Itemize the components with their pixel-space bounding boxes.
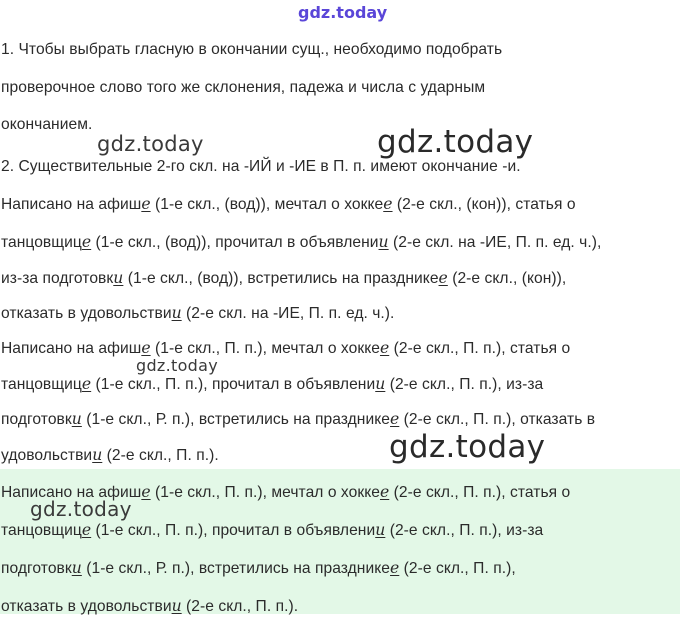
text-segment: (1-е скл., Р. п.), встретились на празднике	[81, 560, 391, 577]
word-ending: е	[141, 339, 151, 357]
text-segment: окончанием.	[1, 116, 93, 133]
word-ending: и	[378, 233, 389, 251]
text-line-7	[1, 268, 566, 289]
text-line-15	[1, 558, 516, 579]
text-segment: (2-е скл., П. п.), статья о	[389, 340, 571, 357]
word-ending: е	[81, 521, 92, 539]
text-segment: (1-е скл., П. п.), мечтал о хокке	[150, 484, 380, 501]
text-segment: (1-е скл., П. п.), прочитал в объявлени	[91, 522, 376, 539]
word-ending: и	[113, 269, 124, 287]
text-line-2	[1, 78, 485, 98]
text-segment: танцовщиц	[1, 376, 82, 393]
text-segment: (2-е скл., П. п.), отказать в	[399, 411, 596, 428]
text-segment: (2-е скл., П. п.), из-за	[385, 376, 544, 393]
text-segment: Написано на афиш	[1, 340, 142, 357]
text-segment: танцовщиц	[1, 522, 82, 539]
text-segment: (1-е скл., (вод)), мечтал о хокке	[150, 196, 384, 213]
watermark: gdz.today	[389, 429, 546, 465]
text-segment: (2-е скл., П. п.).	[181, 598, 299, 615]
word-ending: и	[375, 521, 386, 539]
word-ending: и	[171, 304, 182, 322]
text-segment: (1-е скл., П. п.), мечтал о хокке	[150, 340, 380, 357]
text-segment: (1-е скл., (вод)), прочитал в объявлени	[91, 234, 379, 251]
text-line-14	[1, 520, 543, 541]
text-segment: (1-е скл., (вод)), встретились на празднике	[123, 270, 439, 287]
text-segment: Написано на афиш	[1, 484, 142, 501]
text-segment: (1-е скл., П. п.), прочитал в объявлени	[91, 376, 376, 393]
text-segment: танцовщиц	[1, 234, 82, 251]
word-ending: и	[71, 559, 82, 577]
text-segment: (2-е скл., П. п.),	[399, 560, 516, 577]
text-segment: подготовк	[1, 560, 72, 577]
word-ending: е	[141, 483, 151, 501]
watermark-top: gdz.today	[298, 3, 388, 22]
watermark: gdz.today	[136, 356, 218, 375]
text-line-8	[1, 303, 394, 324]
text-segment: проверочное слово того же склонения, падежа и числа с ударным	[1, 79, 486, 96]
word-ending: е	[379, 483, 390, 501]
text-line-10	[1, 374, 543, 395]
text-segment: (2-е скл., П. п.), статья о	[389, 484, 571, 501]
text-line-6	[1, 232, 601, 253]
text-segment: отказать в удовольстви	[1, 305, 172, 322]
word-ending: е	[383, 195, 393, 213]
text-segment: (2-е скл., П. п.), из-за	[385, 522, 544, 539]
word-ending: е	[438, 269, 448, 287]
word-ending: е	[81, 233, 92, 251]
text-segment: (2-е скл., П. п.).	[102, 447, 219, 464]
text-segment: Написано на афиш	[1, 196, 142, 213]
word-ending: е	[390, 410, 400, 428]
watermark: gdz.today	[97, 132, 204, 156]
text-segment: подготовк	[1, 411, 72, 428]
text-segment: (1-е скл., Р. п.), встретились на празднике	[81, 411, 391, 428]
text-segment: из-за подготовк	[1, 270, 114, 287]
word-ending: и	[92, 446, 103, 464]
text-segment: удовольстви	[1, 447, 93, 464]
text-segment: 1. Чтобы выбрать гласную в окончании сущ., необходимо подобрать	[1, 41, 503, 58]
word-ending: и	[71, 410, 82, 428]
text-line-12	[1, 445, 219, 466]
watermark: gdz.today	[377, 124, 534, 160]
word-ending: е	[379, 339, 390, 357]
text-line-11	[1, 409, 595, 430]
watermark: gdz.today	[30, 497, 132, 521]
text-segment: (2-е скл., (кон)),	[447, 270, 567, 287]
word-ending: и	[171, 597, 182, 615]
word-ending: и	[375, 375, 386, 393]
text-segment: (2-е скл., (кон)), статья о	[392, 196, 576, 213]
text-segment: (2-е скл. на -ИЕ, П. п. ед. ч.),	[388, 234, 602, 251]
word-ending: е	[141, 195, 151, 213]
text-segment: отказать в удовольстви	[1, 598, 172, 615]
word-ending: е	[390, 559, 400, 577]
text-segment: 2. Существительные 2-го скл. на -ИЙ и -ИЕ в П. п. имеют окончание -и.	[1, 158, 521, 175]
text-line-3	[1, 115, 92, 135]
word-ending: е	[81, 375, 92, 393]
text-line-9	[1, 338, 570, 359]
text-line-1	[1, 40, 502, 60]
text-line-4	[1, 157, 521, 177]
text-line-5	[1, 194, 576, 215]
text-segment: (2-е скл. на -ИЕ, П. п. ед. ч.).	[181, 305, 395, 322]
